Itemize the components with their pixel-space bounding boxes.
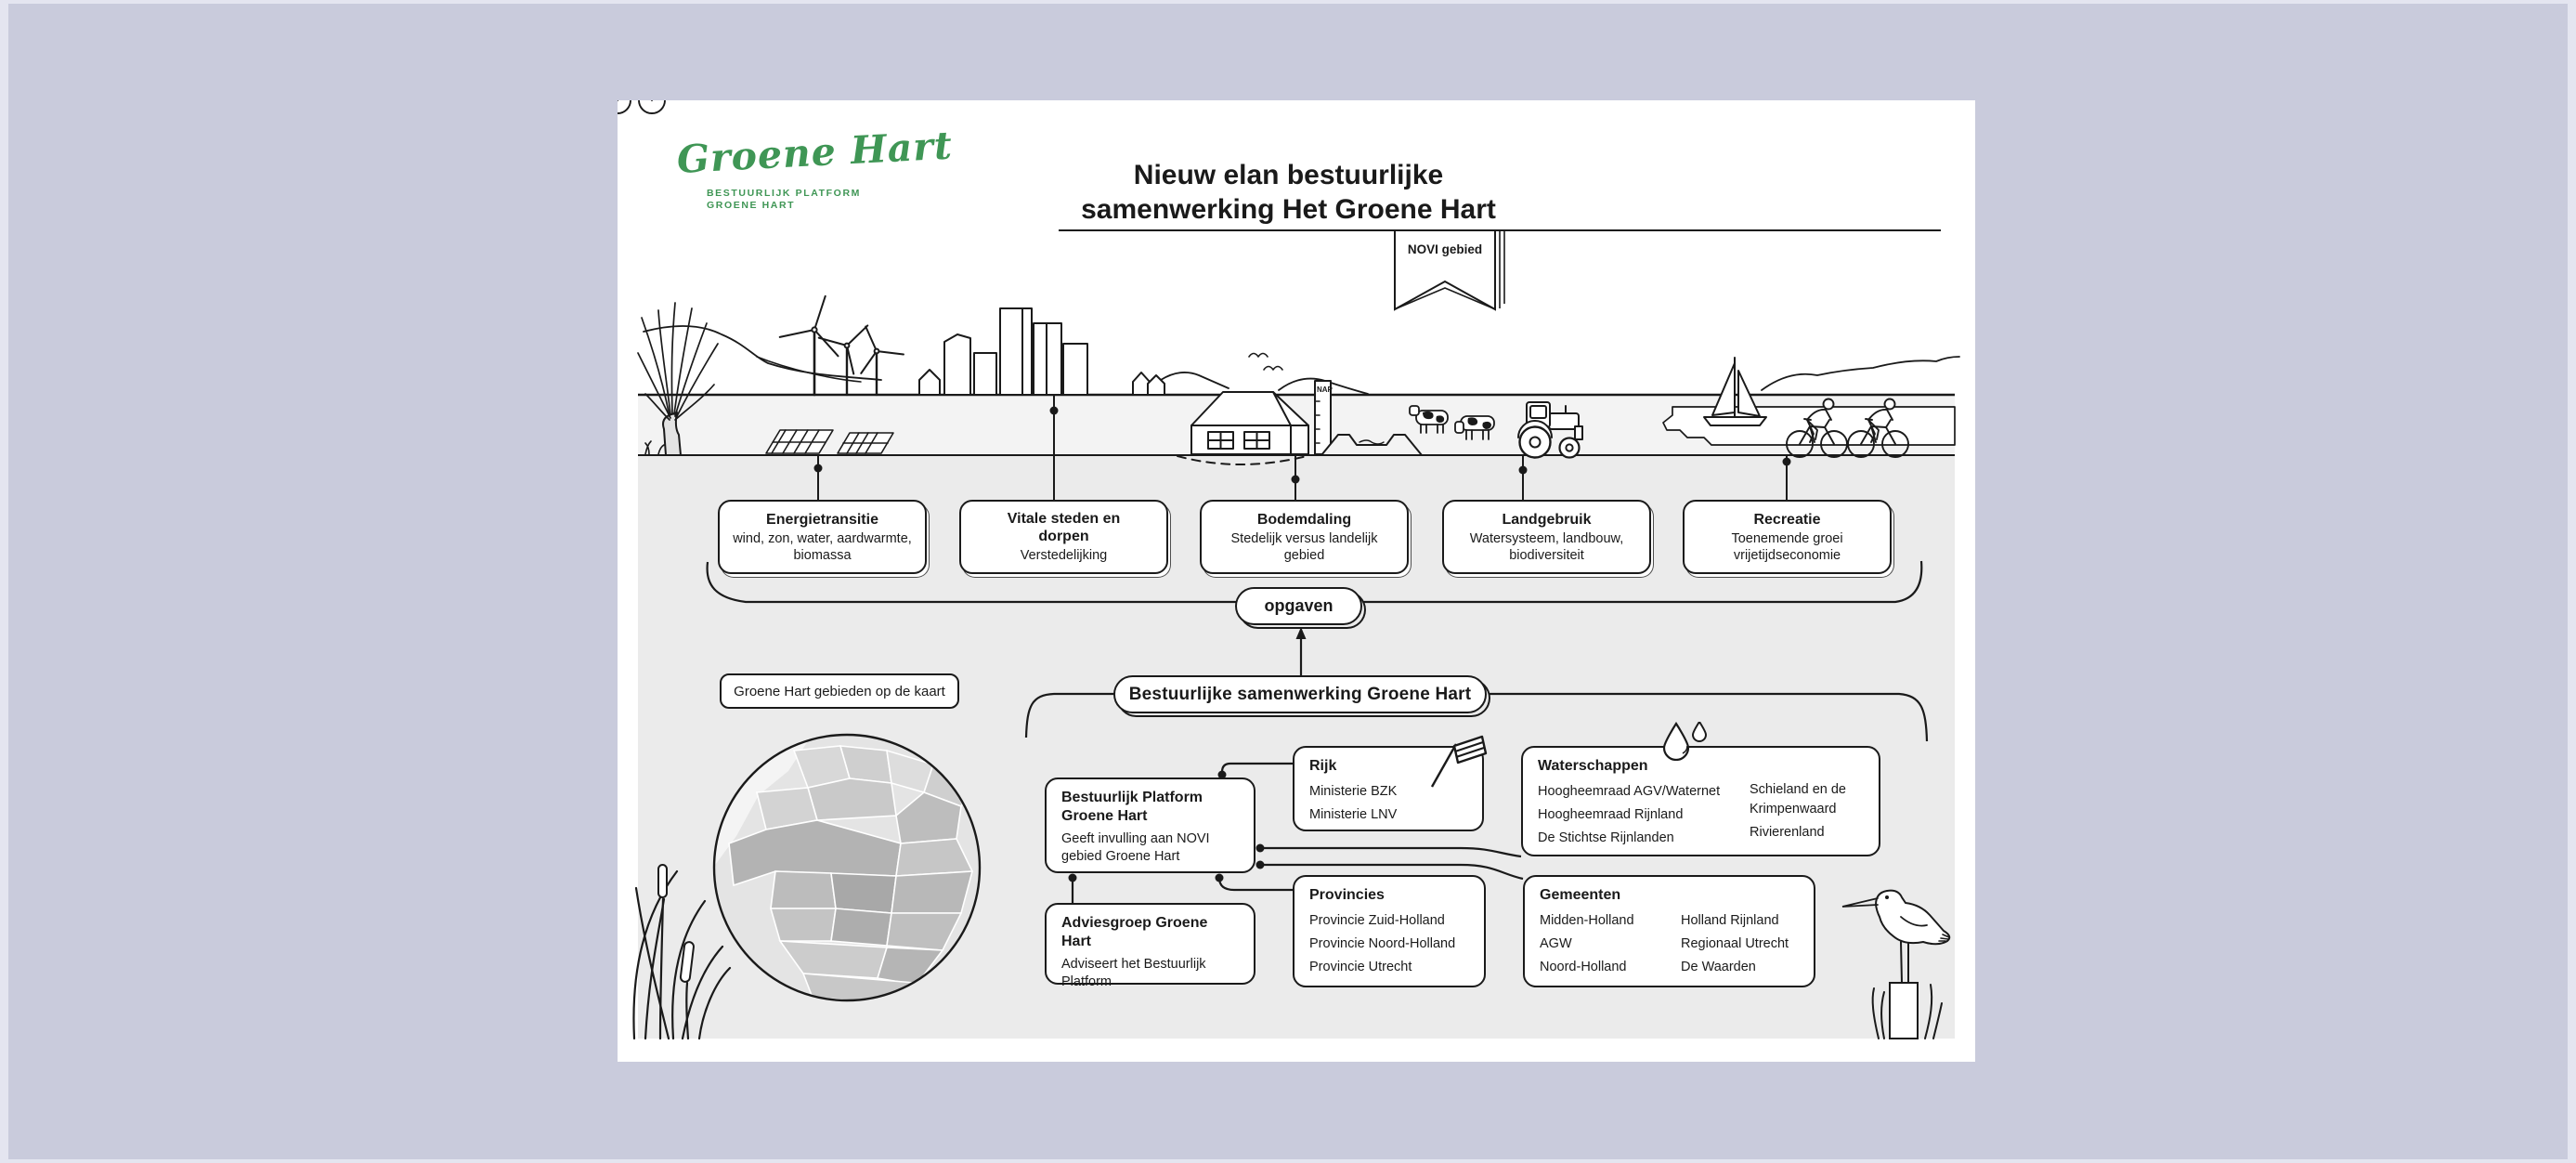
dune-line-mid [1161, 372, 1229, 388]
opgave-subtitle: Toenemende groei vrijetijdseconomie [1731, 530, 1843, 563]
page-title-line1: Nieuw elan bestuurlijke [1133, 160, 1444, 190]
novi-gebied-label: NOVI gebied [1407, 242, 1483, 256]
water-drops-icon [1662, 722, 1711, 761]
opgave-box-landgebruik [1442, 500, 1651, 574]
org-item: De Stichtse Rijnlanden [1538, 830, 1674, 845]
org-item: Midden-Holland [1540, 913, 1634, 928]
org-item: Rivierenland [1750, 825, 1825, 840]
city-skyline [919, 308, 1164, 395]
org-item: Provincie Noord-Holland [1309, 936, 1456, 951]
org-item: De Waarden [1681, 960, 1756, 974]
org-item: Provincie Utrecht [1309, 960, 1412, 974]
logo-subtitle-line1: BESTUURLIJK PLATFORM [707, 188, 861, 199]
wind-turbines [780, 287, 904, 395]
opgave-subtitle: Watersysteem, landbouw, biodiversiteit [1469, 530, 1624, 563]
opgave-title: Recreatie [1753, 511, 1821, 528]
org-title: Waterschappen [1538, 758, 1648, 774]
org-box-waterschappen [1521, 746, 1880, 856]
title-rule [1059, 229, 1941, 231]
org-item: Ministerie LNV [1309, 807, 1398, 822]
nap-pole-label: NAP [1317, 385, 1333, 394]
opgave-title: Landgebruik [1502, 511, 1592, 528]
dune-line-left [644, 326, 881, 380]
org-item: Ministerie BZK [1309, 784, 1398, 799]
org-item: Hoogheemraad AGV/Waternet [1538, 784, 1721, 799]
opgave-subtitle: wind, zon, water, aardwarmte, biomassa [733, 530, 912, 563]
opgave-title: Vitale steden en dorpen [1007, 511, 1121, 544]
opgave-subtitle: Stedelijk versus landelijk gebied [1230, 530, 1378, 563]
org-title: Provincies [1309, 887, 1385, 903]
poster [618, 100, 1975, 1062]
dune-line-right [1762, 357, 1959, 390]
org-title: Bestuurlijk Platform Groene Hart [1061, 790, 1203, 824]
org-box-provincies [1293, 875, 1486, 987]
map-caption: Groene Hart gebieden op de kaart [720, 673, 959, 709]
org-title: Gemeenten [1540, 887, 1621, 903]
org-item: Provincie Zuid-Holland [1309, 913, 1445, 928]
org-title: Adviesgroep Groene Hart [1061, 915, 1208, 949]
org-box-gemeenten [1523, 875, 1815, 987]
page-title-line2: samenwerking Het Groene Hart [1081, 194, 1496, 225]
org-item: AGW [1540, 936, 1572, 951]
org-box-rijk [1293, 746, 1484, 831]
org-item: Regionaal Utrecht [1681, 936, 1789, 951]
opgave-title: Bodemdaling [1256, 511, 1352, 528]
gulls-icon [1249, 354, 1282, 371]
opgave-title: Energietransitie [766, 511, 878, 528]
groene-hart-logo: Groene Hart [675, 123, 954, 182]
opgave-box-vitale-steden [959, 500, 1168, 574]
org-box-adviesgroep [1045, 903, 1255, 989]
opgaven-pill: opgaven [1235, 587, 1362, 625]
logo-subtitle [707, 188, 861, 212]
org-item: Schieland en de Krimpenwaard [1750, 782, 1846, 817]
opgave-box-recreatie [1683, 500, 1892, 574]
org-item: Noord-Holland [1540, 960, 1627, 974]
logo-subtitle-line2: GROENE HART [707, 200, 796, 211]
sailboat [1704, 358, 1766, 425]
samenwerking-pill: Bestuurlijke samenwerking Groene Hart [1113, 675, 1487, 713]
org-description: Geeft invulling aan NOVI gebied Groene Hart [1061, 831, 1210, 864]
opgave-box-bodemdaling [1200, 500, 1409, 574]
flag-icon [1417, 733, 1490, 791]
org-box-bestuurlijk-platform [1045, 778, 1255, 873]
org-item: Holland Rijnland [1681, 913, 1779, 928]
org-title: Rijk [1309, 758, 1337, 774]
map-circle [713, 734, 980, 1003]
opgave-subtitle: Verstedelijking [1020, 548, 1108, 563]
page-title [980, 158, 1597, 227]
opgave-box-energietransitie [718, 500, 927, 574]
dune-line-left2 [757, 357, 861, 382]
org-description: Adviseert het Bestuurlijk Platform [1061, 957, 1206, 989]
org-item: Hoogheemraad Rijnland [1538, 807, 1684, 822]
